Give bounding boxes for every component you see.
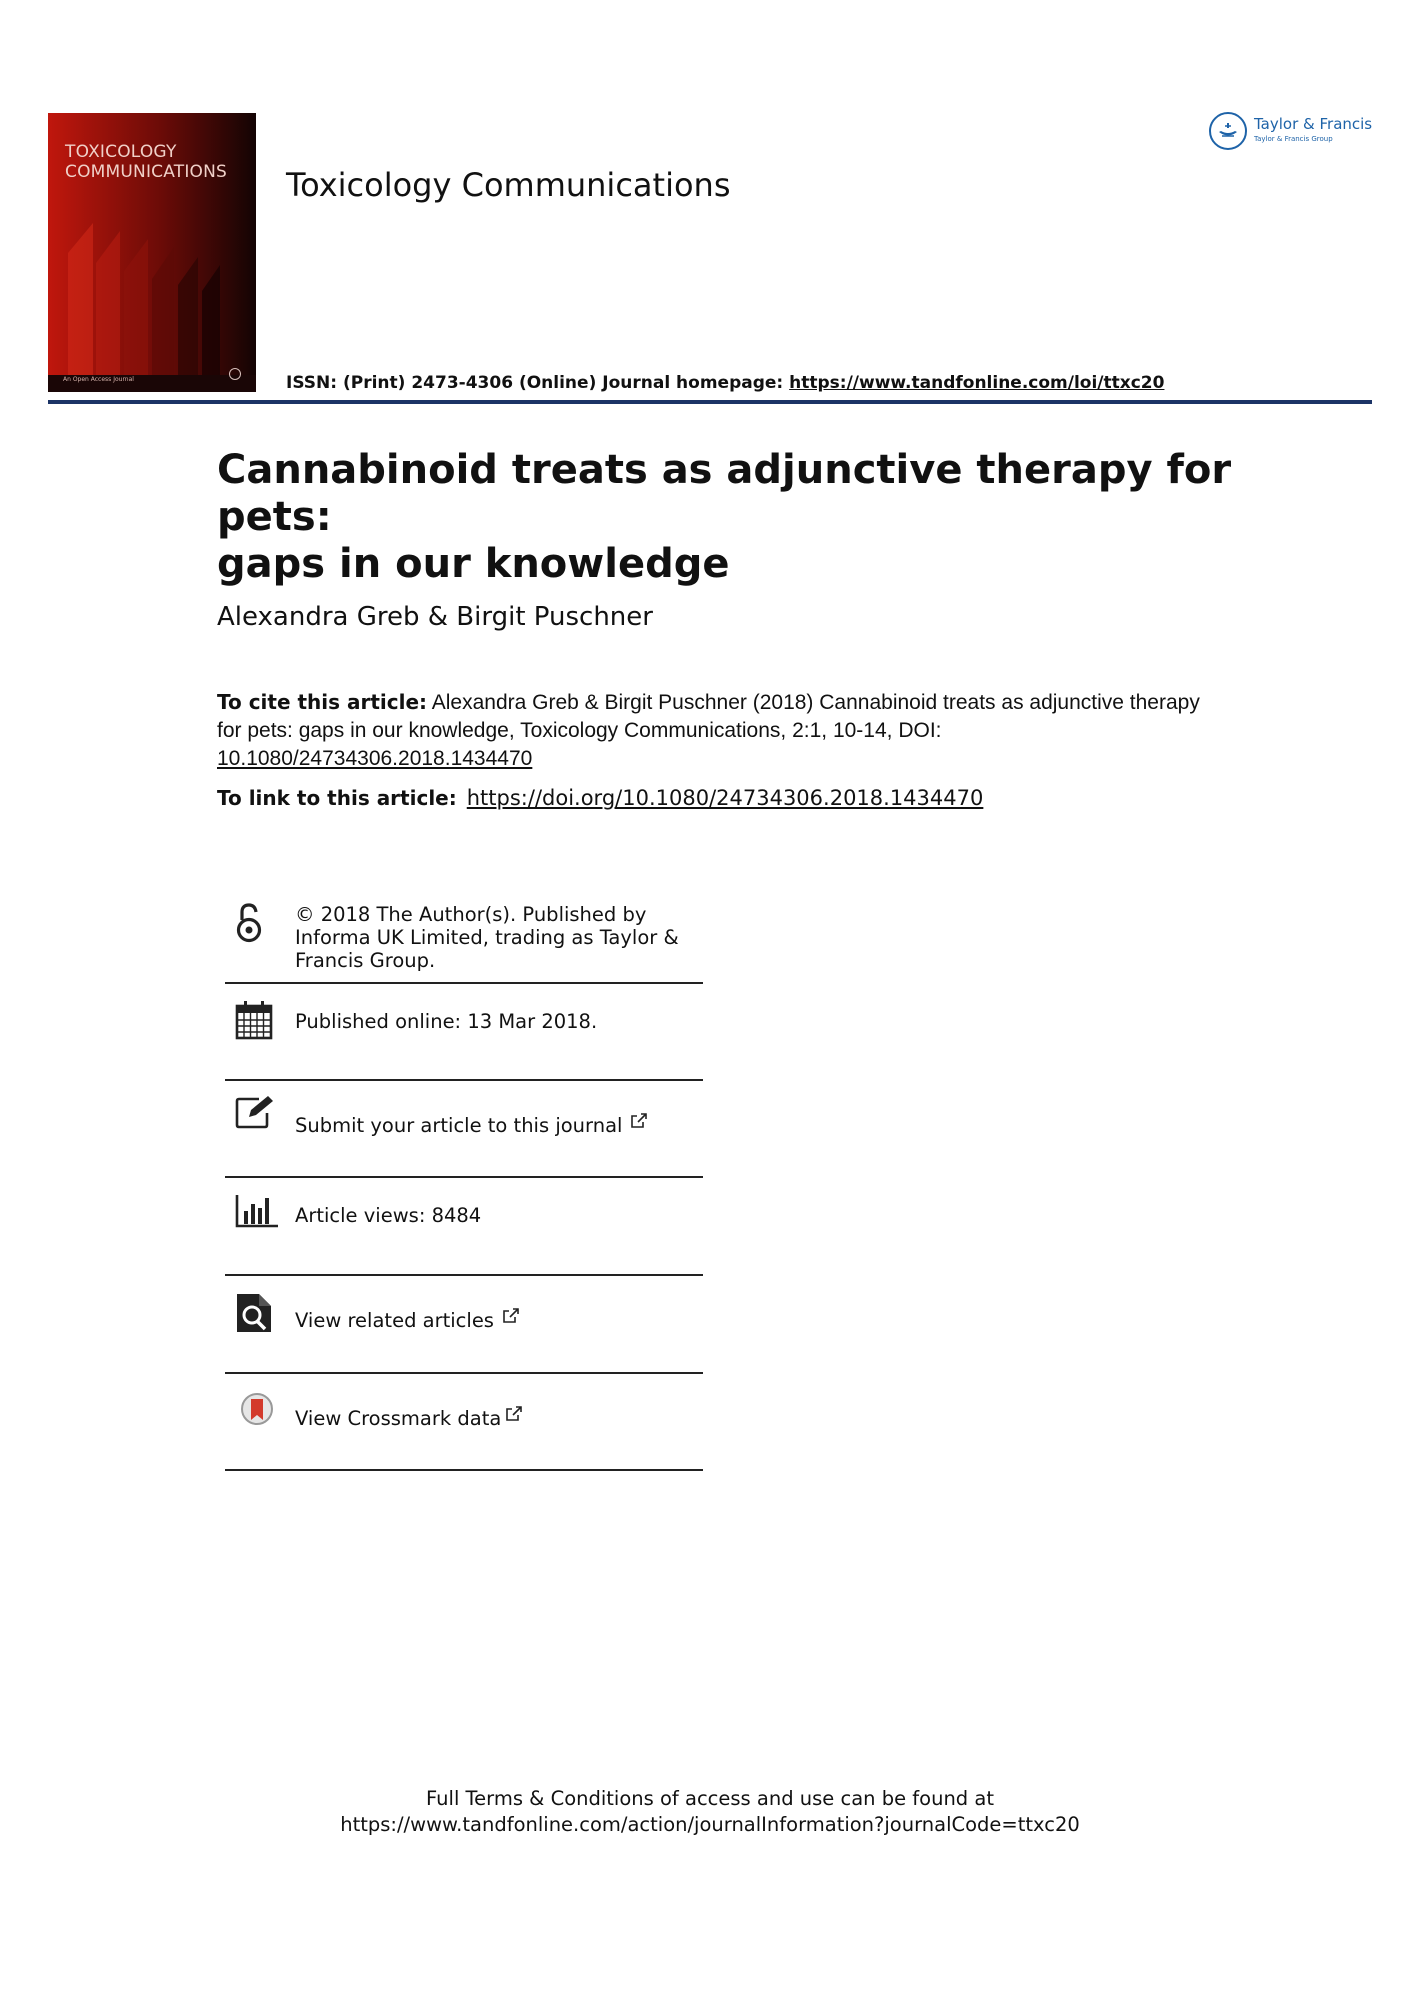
cover-title: TOXICOLOGY COMMUNICATIONS (65, 142, 228, 182)
citation-block (217, 688, 1227, 773)
link-label: To link to this article: (217, 786, 457, 810)
article-doi-link[interactable]: https://doi.org/10.1080/24734306.2018.1434470 (466, 786, 984, 810)
publisher-lamp-icon (1209, 112, 1247, 150)
crossmark-row[interactable] (225, 1374, 703, 1471)
article-link-line (217, 786, 983, 811)
submit-row[interactable] (225, 1081, 703, 1178)
terms-url[interactable]: https://www.tandfonline.com/action/journalInformation?journalCode=ttxc20 (340, 1813, 1080, 1836)
header-rule (48, 400, 1372, 404)
issn-line (286, 373, 1164, 393)
publisher-group: Taylor & Francis Group (1254, 135, 1333, 143)
related-row[interactable] (225, 1276, 703, 1374)
submit-article-link[interactable] (295, 1111, 648, 1137)
copyright-text: © 2018 The Author(s). Published by Informa UK Limited, trading as Taylor & Francis Group. (295, 903, 679, 972)
article-title (217, 447, 1267, 588)
calendar-icon (235, 1000, 273, 1045)
issn-label: ISSN: (Print) 2473-4306 (Online) Journal homepage: (286, 373, 790, 393)
journal-homepage-link[interactable]: https://www.tandfonline.com/loi/ttxc20 (789, 373, 1165, 393)
edit-icon (235, 1095, 275, 1136)
cite-label: To cite this article: (217, 690, 428, 714)
article-authors: Alexandra Greb & Birgit Puschner (217, 602, 653, 632)
published-date: Published online: 13 Mar 2018. (295, 1010, 598, 1033)
related-label: View related articles (295, 1309, 494, 1332)
article-title-line-1: Cannabinoid treats as adjunctive therapy for pets: (217, 447, 1232, 540)
external-link-icon (630, 1111, 648, 1134)
related-search-icon (235, 1292, 273, 1339)
related-articles-link[interactable] (295, 1306, 520, 1332)
open-access-icon (235, 902, 265, 949)
submit-label: Submit your article to this journal (295, 1114, 623, 1137)
crossmark-link[interactable] (295, 1404, 523, 1430)
crossmark-icon (237, 1392, 281, 1441)
external-link-icon (502, 1306, 520, 1329)
copyright-row (225, 890, 703, 984)
terms-footer (280, 1786, 1140, 1838)
article-info-list (225, 890, 703, 1471)
views-row (225, 1178, 703, 1276)
crossmark-label: View Crossmark data (295, 1407, 502, 1430)
terms-text: Full Terms & Conditions of access and use can be found at (426, 1787, 994, 1810)
cite-doi-link[interactable]: 10.1080/24734306.2018.1434470 (217, 747, 533, 770)
cite-text: Alexandra Greb & Birgit Puschner (2018) Cannabinoid treats as adjunctive therapy for pets: gaps in our knowledge, Toxicology Communications, 2:1, 10-14, DOI: (217, 691, 1200, 742)
article-views: Article views: 8484 (295, 1204, 482, 1227)
article-title-line-2: gaps in our knowledge (217, 541, 730, 587)
published-row (225, 984, 703, 1081)
publisher-logo[interactable] (1209, 112, 1374, 156)
journal-title: Toxicology Communications (286, 166, 731, 204)
publisher-name: Taylor & Francis (1254, 115, 1373, 133)
cover-publisher-logo-icon (229, 368, 241, 380)
bar-chart-icon (235, 1194, 279, 1233)
cover-tagline: An Open Access Journal (63, 376, 134, 383)
journal-cover-image (48, 113, 256, 392)
external-link-icon (505, 1404, 523, 1427)
